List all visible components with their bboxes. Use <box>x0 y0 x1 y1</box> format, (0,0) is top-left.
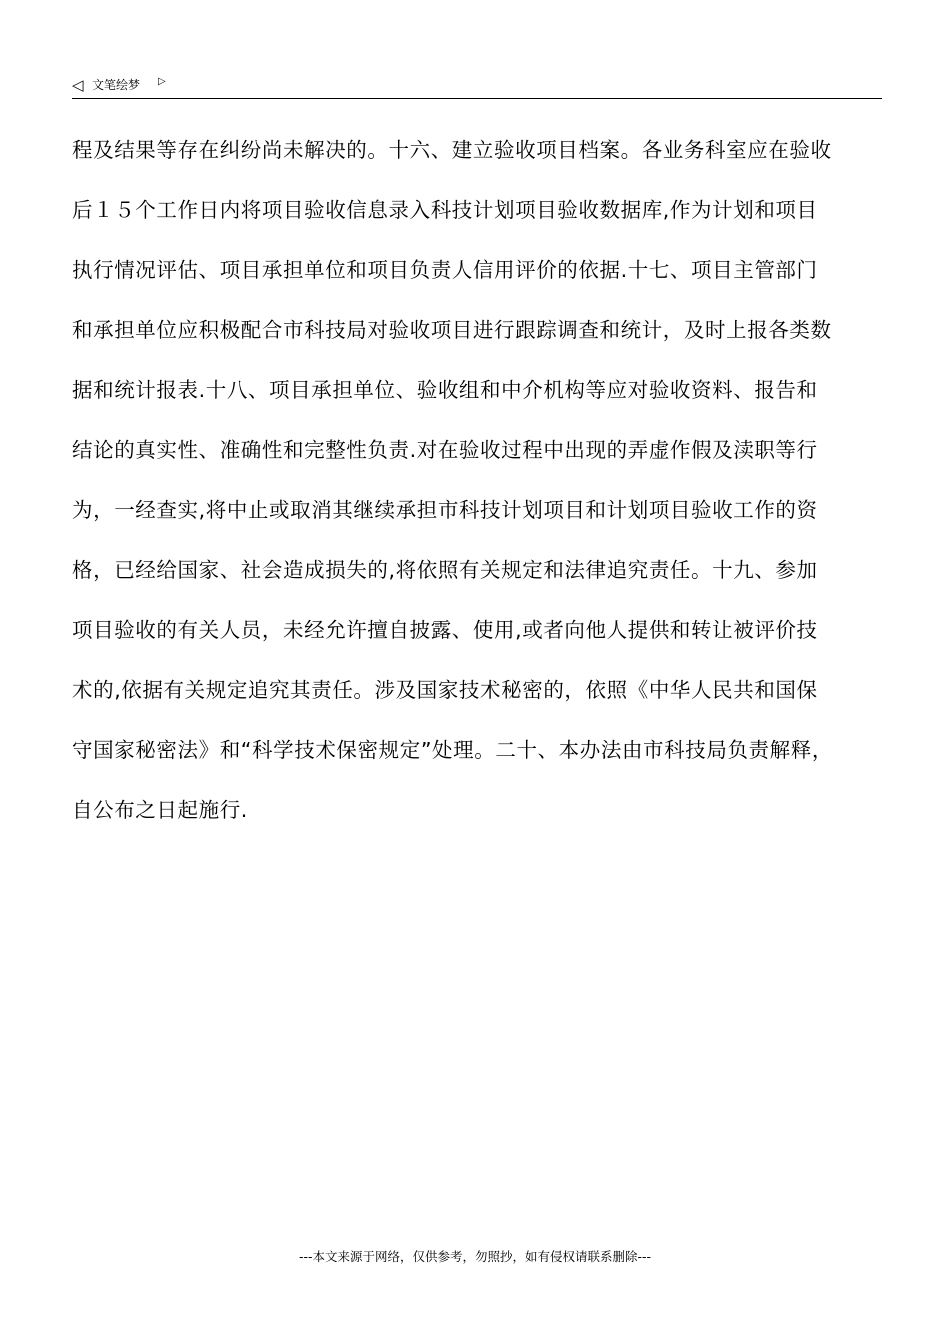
page-footer: ---本文来源于网络，仅供参考，勿照抄，如有侵权请联系删除--- <box>298 1249 652 1264</box>
document-body <box>72 120 882 840</box>
body-line: 格，已经给国家、社会造成损失的,将依照有关规定和法律追究责任。十九、参加 <box>72 558 818 582</box>
body-line: 结论的真实性、准确性和完整性负责.对在验收过程中出现的弄虚作假及渎职等行 <box>72 438 818 462</box>
header-title: 文笔绘梦 <box>92 78 141 92</box>
body-line: 程及结果等存在纠纷尚未解决的。十六、建立验收项目档案。各业务科室应在验收 <box>72 138 832 162</box>
body-line: 术的,依据有关规定追究其责任。涉及国家技术秘密的，依照《中华人民共和国保 <box>72 678 818 702</box>
body-line: 据和统计报表.十八、项目承担单位、验收组和中介机构等应对验收资料、报告和 <box>72 378 818 402</box>
left-triangle-icon: ◁ <box>72 76 84 94</box>
body-line: 为，一经查实,将中止或取消其继续承担市科技计划项目和计划项目验收工作的资 <box>72 498 818 522</box>
body-line: 项目验收的有关人员，未经允许擅自披露、使用,或者向他人提供和转让被评价技 <box>72 618 818 642</box>
page-header <box>72 74 882 99</box>
body-line: 执行情况评估、项目承担单位和项目负责人信用评价的依据.十七、项目主管部门 <box>72 258 818 282</box>
body-line: 后１５个工作日内将项目验收信息录入科技计划项目验收数据库,作为计划和项目 <box>72 198 818 222</box>
body-line: 守国家秘密法》和“科学技术保密规定”处理。二十、本办法由市科技局负责解释， <box>72 738 833 762</box>
right-triangle-icon: ▷ <box>158 76 166 87</box>
body-line: 和承担单位应积极配合市科技局对验收项目进行跟踪调查和统计，及时上报各类数 <box>72 318 832 342</box>
body-line: 自公布之日起施行. <box>72 798 248 822</box>
